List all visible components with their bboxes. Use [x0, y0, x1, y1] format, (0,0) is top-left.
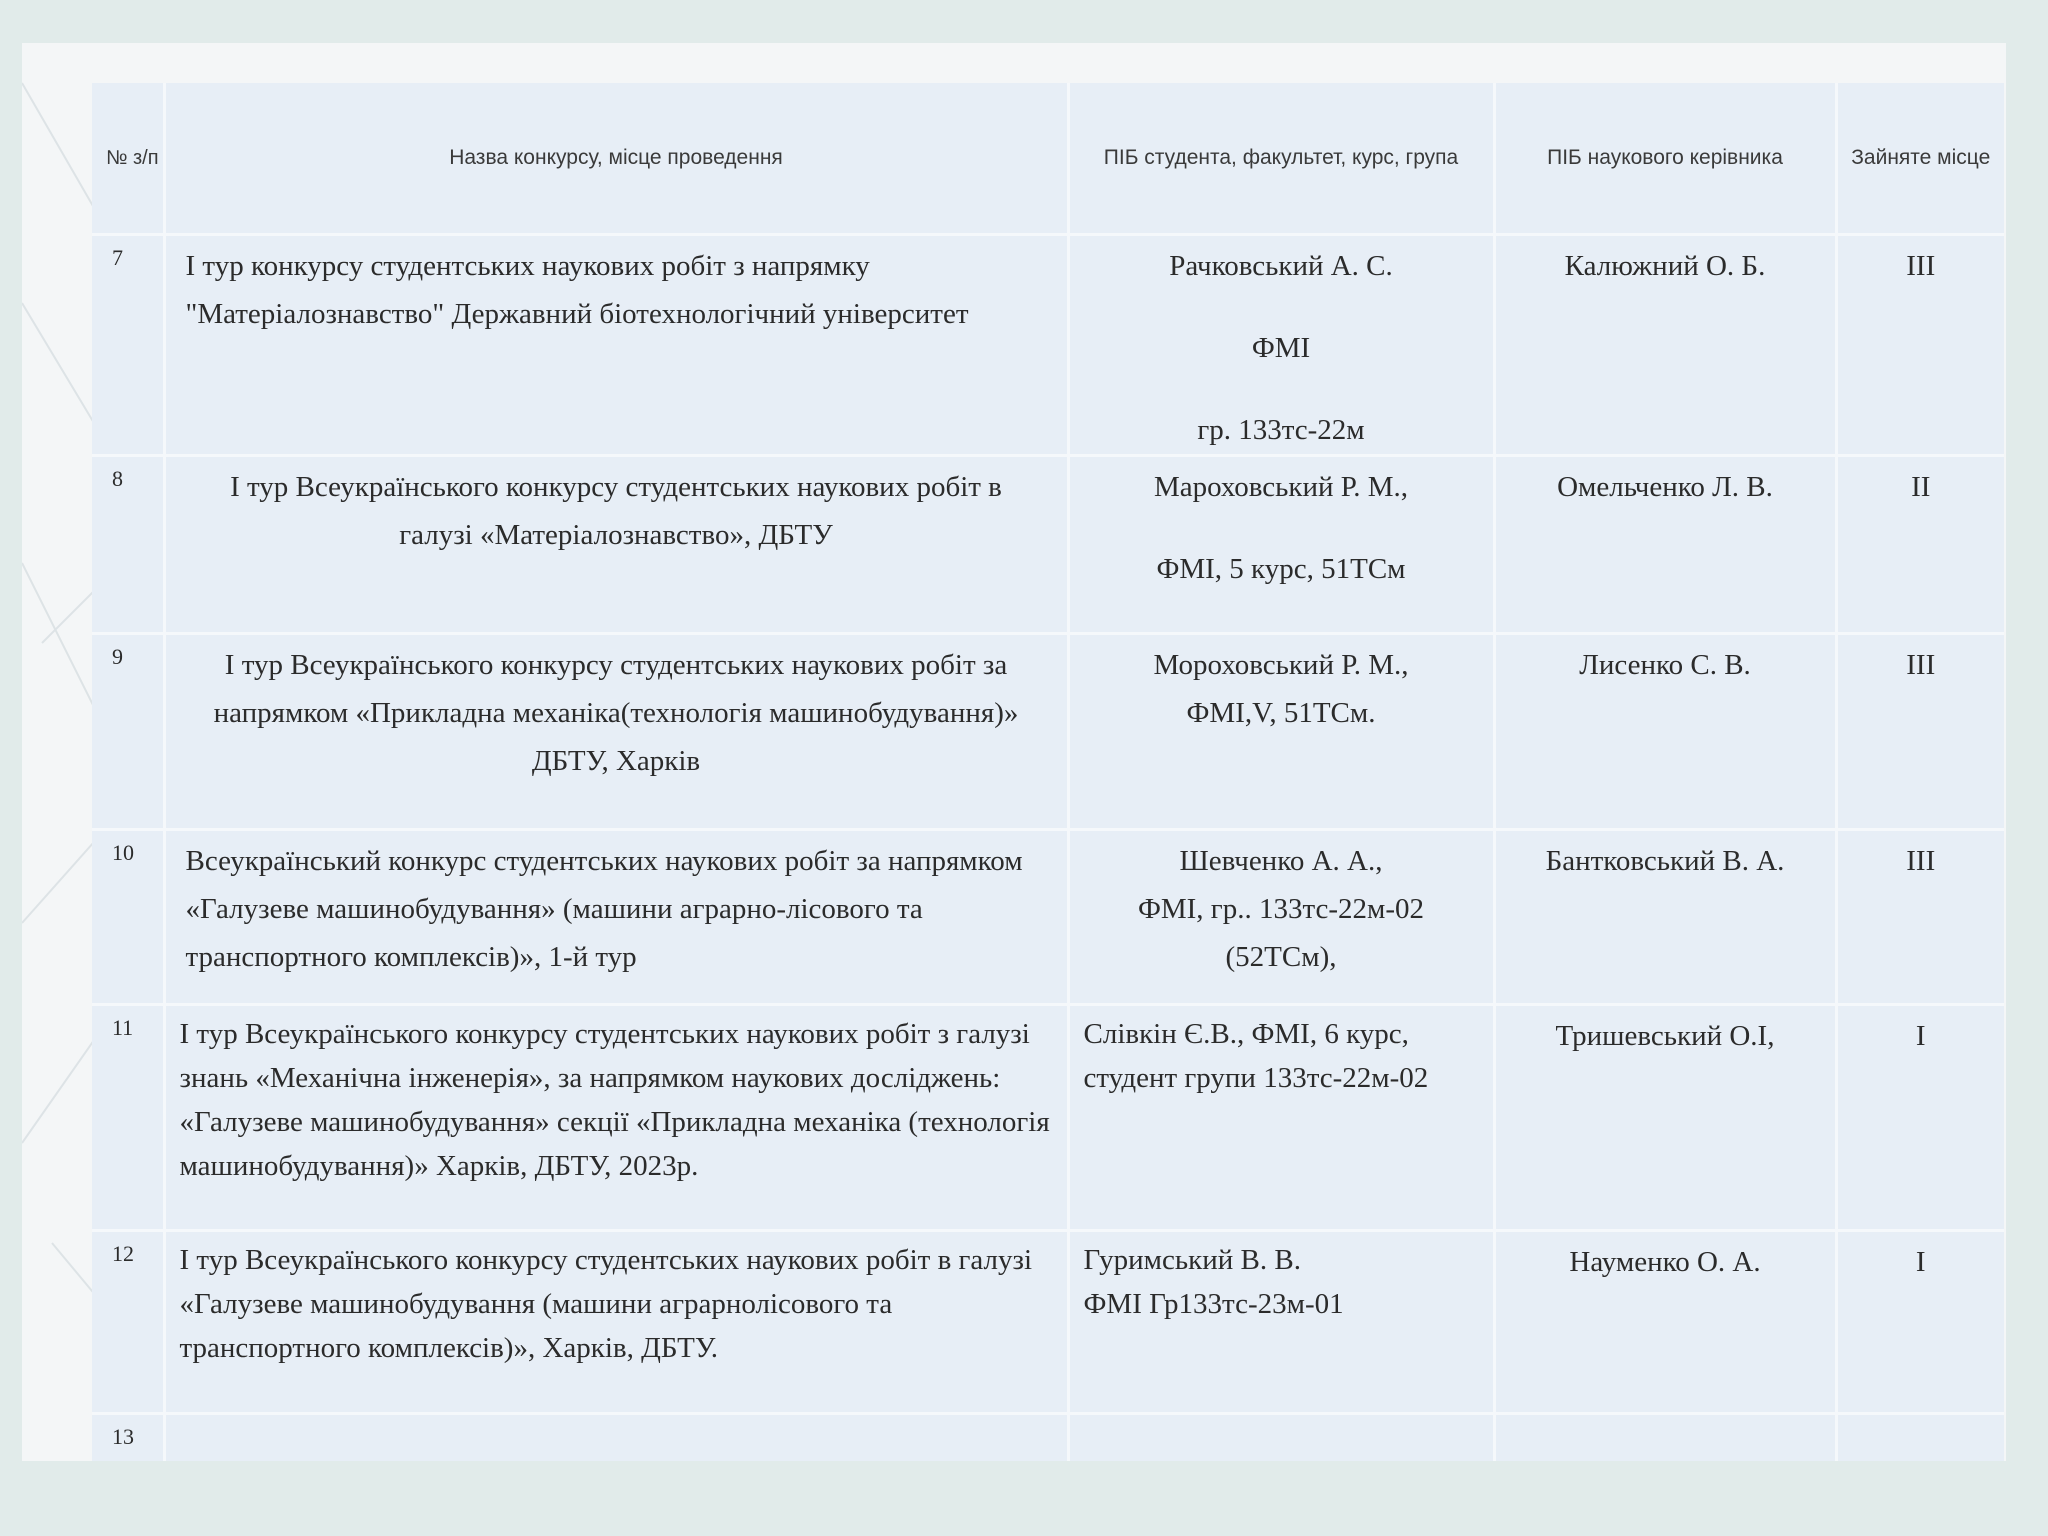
place-value: III — [1836, 634, 2004, 830]
student-info — [1068, 1231, 1494, 1414]
student-line: Рачковський А. С. — [1169, 250, 1393, 282]
row-number: 8 — [92, 456, 164, 634]
table-row — [92, 830, 2004, 1005]
student-line: гр. 133тс-22м — [1197, 414, 1365, 446]
results-table — [92, 83, 2004, 1461]
place-value: II — [1836, 456, 2004, 634]
student-line: ФМІ — [1251, 332, 1311, 364]
table-row — [92, 634, 2004, 830]
table-row — [92, 1005, 2004, 1231]
student-line: Мароховський Р. М., — [1153, 471, 1409, 503]
adviser-name: Бантковський В. А. — [1494, 830, 1836, 1005]
student-line: (52ТСм), — [1225, 941, 1337, 973]
adviser-name: Науменко О. А. — [1494, 1231, 1836, 1414]
place-value: I — [1836, 1005, 2004, 1231]
student-info — [1068, 235, 1494, 456]
place-value: I — [1836, 1231, 2004, 1414]
competition-name: Всеукраїнський конкурс студентських наукових робіт за напрямком «Галузеве машинобудування» (машини аграрно-лісового та транспортного комплексів)», 1-й тур — [164, 830, 1068, 1005]
student-line: Мороховський Р. М., — [1153, 649, 1409, 681]
row-number: 12 — [92, 1231, 164, 1414]
student-line: Шевченко А. А., — [1179, 845, 1383, 877]
adviser-name: Калюжний О. Б. — [1494, 235, 1836, 456]
table-row — [92, 235, 2004, 456]
place-value: III — [1836, 830, 2004, 1005]
header-number: № з/п — [92, 83, 164, 235]
adviser-name: Омельченко Л. В. — [1494, 456, 1836, 634]
header-adviser: ПІБ наукового керівника — [1494, 83, 1836, 235]
student-info — [1068, 1414, 1494, 1462]
place-value: III — [1836, 235, 2004, 456]
student-info — [1068, 830, 1494, 1005]
competition-name: І тур Всеукраїнського конкурсу студентських наукових робіт в галузі «Матеріалознавство», ДБТУ — [164, 456, 1068, 634]
header-place: Зайняте місце — [1836, 83, 2004, 235]
row-number: 13 — [92, 1414, 164, 1462]
student-info — [1068, 456, 1494, 634]
student-info — [1068, 634, 1494, 830]
competition-name: І тур Всеукраїнського конкурсу студентських наукових робіт в галузі «Галузеве машинобудування (машини аграрнолісового та транспортного комплексів)», Харків, ДБТУ. — [164, 1231, 1068, 1414]
competition-name: І тур Всеукраїнського конкурсу студентських наукових робіт за напрямком «Прикладна механіка(технологія машинобудування)» ДБТУ, Харків — [164, 634, 1068, 830]
adviser-name: Лисенко С. В. — [1494, 634, 1836, 830]
student-line: Слівкін Є.В., ФМІ, 6 курс, — [1083, 1018, 1409, 1050]
header-row — [92, 83, 2004, 235]
student-line: ФМІ, 5 курс, 51ТСм — [1156, 553, 1406, 585]
header-student: ПІБ студента, факультет, курс, група — [1068, 83, 1494, 235]
slide — [22, 43, 2006, 1461]
table-row — [92, 456, 2004, 634]
table-row — [92, 1414, 2004, 1462]
competition-name: І тур Всеукраїнського конкурсу студентських наукових робіт з галузі знань «Механічна інженерія», за напрямком наукових досліджень: «Галузеве машинобудування» секції «Прикладна механіка (технологія машинобудування)» Харків, ДБТУ, 2023р. — [164, 1005, 1068, 1231]
place-value — [1836, 1414, 2004, 1462]
student-line: студент групи 133тс-22м-02 — [1083, 1062, 1429, 1094]
student-line: ФМІ,V, 51ТСм. — [1186, 697, 1376, 729]
row-number: 10 — [92, 830, 164, 1005]
adviser-name — [1494, 1414, 1836, 1462]
row-number: 11 — [92, 1005, 164, 1231]
student-line: ФМІ Гр133тс-23м-01 — [1083, 1288, 1344, 1320]
competition-name — [164, 1414, 1068, 1462]
row-number: 7 — [92, 235, 164, 456]
student-line: Гуримський В. В. — [1083, 1244, 1301, 1276]
competition-name: І тур конкурсу студентських наукових робіт з напрямку "Матеріалознавство" Державний біотехнологічний університет — [164, 235, 1068, 456]
student-info — [1068, 1005, 1494, 1231]
student-line: ФМІ, гр.. 133тс-22м-02 — [1137, 893, 1425, 925]
adviser-name: Тришевський О.І, — [1494, 1005, 1836, 1231]
row-number: 9 — [92, 634, 164, 830]
table-row — [92, 1231, 2004, 1414]
header-competition-name: Назва конкурсу, місце проведення — [164, 83, 1068, 235]
